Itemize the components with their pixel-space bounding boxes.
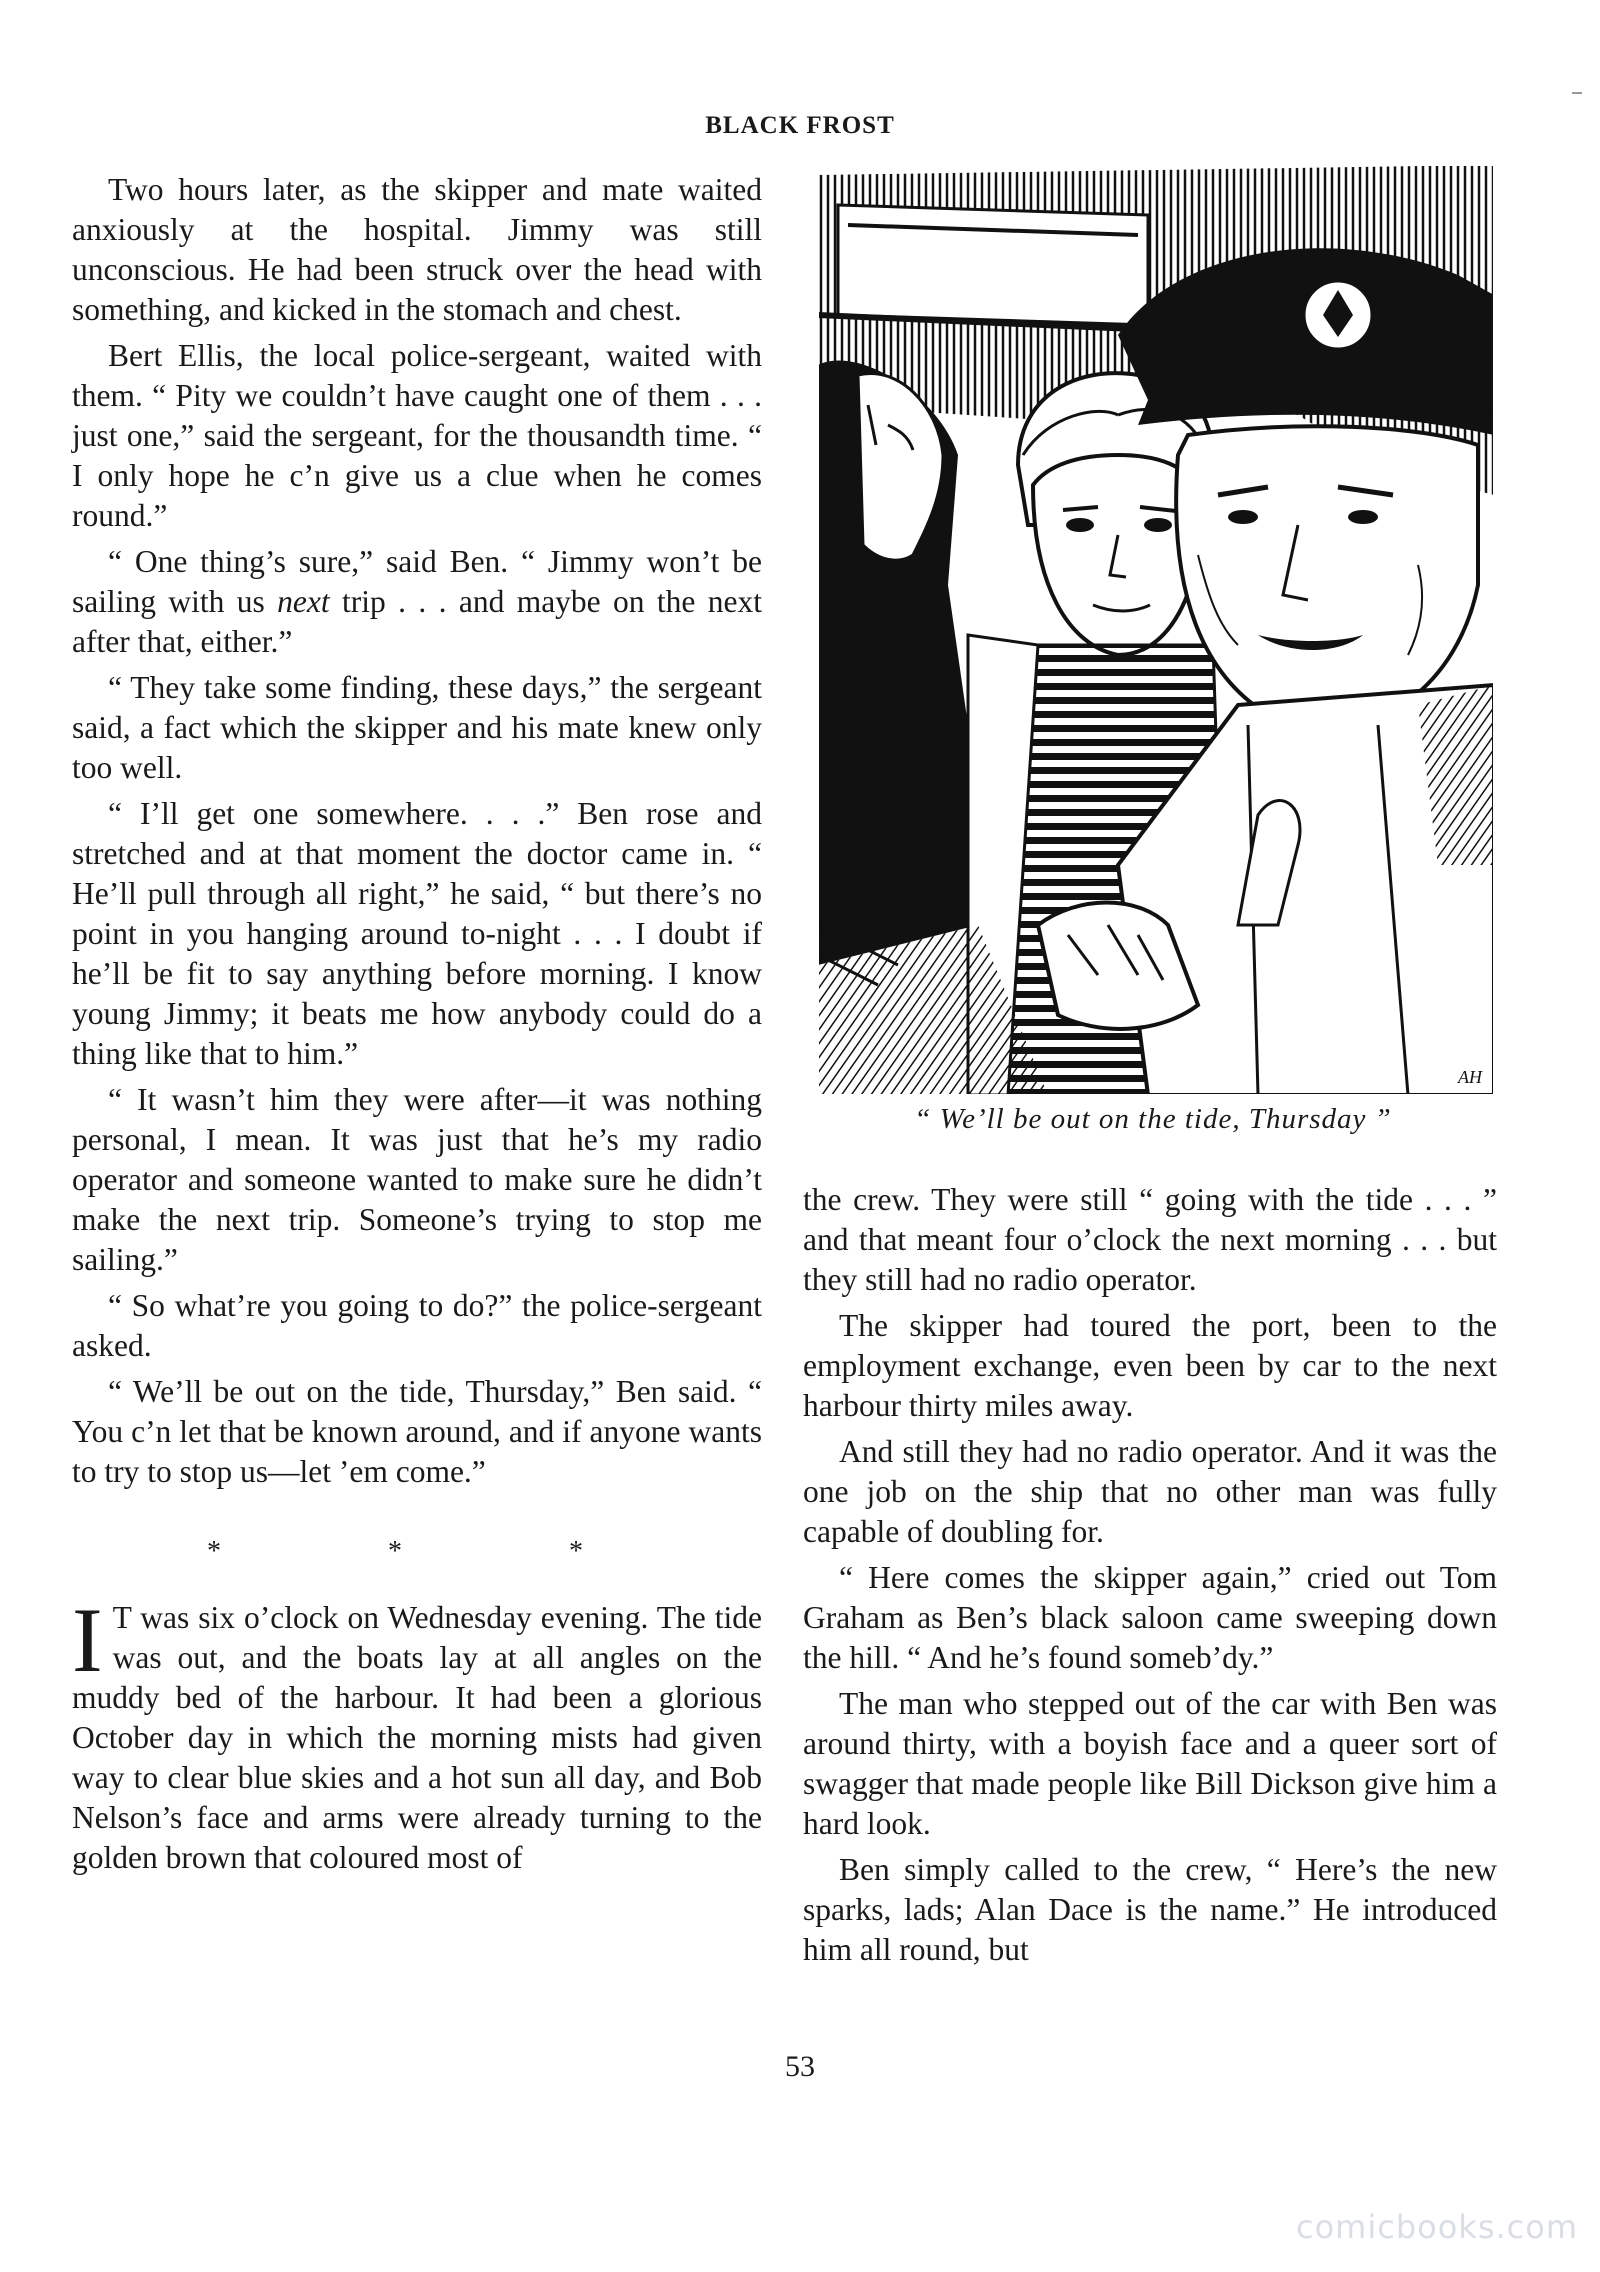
running-head: BLACK FROST [705, 112, 895, 139]
paragraph-text: T was six o’clock on Wednesday evening. The tide was out, and the boats lay at all angles on the muddy bed of the harbour. It had been a glorious October day in which the morning mists had given way to clear blue skies and a hot sun all day, and Bob Nelson’s face and arms were already turning to the golden brown that coloured most of [72, 1600, 762, 1875]
watermark: comicbooks.com [1295, 2208, 1578, 2246]
paragraph: Bert Ellis, the local police-sergeant, waited with them. “ Pity we couldn’t have caught one of them . . . just one,” said the sergeant, for the thousandth time. “ I only hope he c’n give us a clue when he comes round.” [72, 338, 762, 533]
paragraph: Ben simply called to the crew, “ Here’s the new sparks, lads; Alan Dace is the name.” He introduced him all round, but [803, 1852, 1497, 1967]
illustration-caption: “ We’ll be out on the tide, Thursday ” [914, 1103, 1392, 1135]
left-column [72, 170, 762, 1884]
paragraph: “ So what’re you going to do?” the police-sergeant asked. [72, 1288, 762, 1363]
paragraph: The man who stepped out of the car with Ben was around thirty, with a boyish face and a queer sort of swagger that made people like Bill Dickson give him a hard look. [803, 1686, 1497, 1841]
ink-drawing-two-men [818, 165, 1494, 1095]
paragraph: “ We’ll be out on the tide, Thursday,” Ben said. “ You c’n let that be known around, and if anyone wants to try to stop us—let ’em come.” [72, 1374, 762, 1489]
page-number: 53 [785, 2050, 815, 2083]
section-break: * * * [207, 1536, 663, 1567]
paragraph: Two hours later, as the skipper and mate waited anxiously at the hospital. Jimmy was still unconscious. He had been struck over the head with something, and kicked in the stomach and chest. [72, 172, 762, 327]
paragraph: the crew. They were still “ going with the tide . . . ” and that meant four o’clock the next morning . . . but they still had no radio operator. [803, 1182, 1497, 1297]
paragraph: “ Here comes the skipper again,” cried out Tom Graham as Ben’s black saloon came sweeping down the hill. “ And he’s found someb’dy.” [803, 1560, 1497, 1675]
paragraph: The skipper had toured the port, been to the employment exchange, even been by car to the next harbour thirty miles away. [803, 1308, 1497, 1423]
drop-cap: I [72, 1589, 103, 1691]
paragraph: “ It wasn’t him they were after—it was nothing personal, I mean. It was just that he’s my radio operator and someone wanted to make sure he didn’t make the next trip. Someone’s trying to stop me sailing.” [72, 1082, 762, 1277]
corner-mark [1572, 92, 1582, 94]
artist-signature: AH [1458, 1067, 1482, 1087]
paragraph [72, 542, 762, 662]
paragraph: “ I’ll get one somewhere. . . .” Ben rose and stretched and at that moment the doctor came in. “ He’ll pull through all right,” he said, “ but there’s no point in you hanging around to-night . . . I doubt if he’ll be fit to say anything before morning. I know young Jimmy; it beats me how anybody could do a thing like that to him.” [72, 796, 762, 1071]
paragraph: And still they had no radio operator. And it was the one job on the ship that no other man was fully capable of doubling for. [803, 1434, 1497, 1549]
paragraph [72, 1589, 762, 1878]
right-column [803, 1180, 1497, 1976]
illustration [818, 165, 1494, 1095]
emphasis: next [277, 584, 330, 619]
paragraph: “ They take some finding, these days,” the sergeant said, a fact which the skipper and his mate knew only too well. [72, 670, 762, 785]
paragraph-text: “ One thing’s sure,” said Ben. “ Jimmy won’t be sailing with us next trip . . . and maybe on the next after that, either.” [72, 544, 763, 659]
